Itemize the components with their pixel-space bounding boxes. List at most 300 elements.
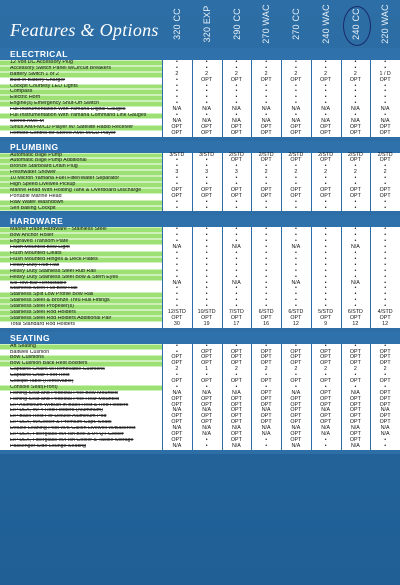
row-value: OPT <box>171 413 183 420</box>
row-value: • <box>175 267 178 274</box>
row-value: OPT <box>290 377 302 384</box>
row-value: OPT <box>260 419 272 426</box>
row-value: N/A <box>350 279 360 286</box>
row-value: • <box>294 267 297 274</box>
row-value: 2 <box>234 70 238 77</box>
row-value: OPT <box>230 430 242 437</box>
row-value: 3 <box>175 169 179 176</box>
section-rows <box>0 344 400 450</box>
row-value: • <box>324 238 327 245</box>
page-title: Features & Options <box>10 20 159 40</box>
row-value: • <box>324 436 327 443</box>
row-label: Deluxe Leaning Post W/5 Gallon Livewell W/Backrest <box>10 426 136 432</box>
row-value: N/A <box>172 425 182 432</box>
row-value: 6/STD <box>258 308 274 315</box>
row-value: • <box>384 59 387 65</box>
row-value: OPT <box>349 186 361 193</box>
row-value: • <box>265 88 268 95</box>
row-label: Stainless Steel Full Bow Rail <box>10 286 78 292</box>
row-value: OPT <box>260 314 272 321</box>
row-value: 2 <box>324 366 328 373</box>
row-value: • <box>294 163 297 170</box>
row-value: • <box>324 383 327 390</box>
row-value: • <box>354 291 357 298</box>
row-value: OPT <box>349 407 361 414</box>
row-value: OPT <box>320 348 332 355</box>
row-value: OPT <box>260 348 272 355</box>
column-header-270-cc <box>281 2 311 46</box>
row-value: • <box>235 64 238 71</box>
row-label: Cockpit Courtesy LED Lights <box>0 84 162 90</box>
row-label: Fishing Seat and Pedestal Pole Bow Mounted <box>10 390 118 396</box>
row-value: • <box>205 181 208 188</box>
row-value: 2/STD <box>377 151 393 158</box>
row-value: OPT <box>379 76 391 83</box>
row-value: • <box>205 297 208 304</box>
row-value: OPT <box>290 186 302 193</box>
row-value: OPT <box>320 413 332 420</box>
row-value: • <box>235 342 238 349</box>
row-value: • <box>235 88 238 95</box>
row-value: OPT <box>260 186 272 193</box>
row-value: OPT <box>230 401 242 408</box>
row-label: Captains Chairs w/Removable Cushions <box>10 367 105 373</box>
row-label: Engine(s) Emergency Shut-Off Switch <box>0 101 162 107</box>
row-value: • <box>354 232 357 239</box>
row-label: Ski Tow Bar Retractable <box>10 280 67 286</box>
row-value: • <box>175 261 178 268</box>
row-value: • <box>324 279 327 286</box>
row-value: OPT <box>201 123 213 130</box>
row-value: 7/STD <box>228 308 244 315</box>
row-value: • <box>175 342 178 349</box>
row-value: • <box>354 198 357 205</box>
row-value: OPT <box>230 186 242 193</box>
row-value: • <box>354 383 357 390</box>
row-value: • <box>384 442 387 449</box>
row-value: • <box>205 59 208 65</box>
row-value: N/A <box>172 117 182 124</box>
row-value: OPT <box>230 348 242 355</box>
row-value: N/A <box>231 117 241 124</box>
row-value: OPT <box>349 157 361 164</box>
row-value: • <box>324 204 327 211</box>
row-value: • <box>384 244 387 251</box>
row-value: OPT <box>290 157 302 164</box>
row-value: OPT <box>290 129 302 136</box>
row-value: OPT <box>230 123 242 130</box>
row-label: Engraved Transom Plate <box>0 239 162 245</box>
row-value: N/A <box>231 106 241 113</box>
row-label: Cockpit Table (Removable) <box>10 378 74 384</box>
column-header-label: 290 CC <box>231 8 242 40</box>
row-value: • <box>384 436 387 443</box>
row-value: 2/STD <box>258 151 274 158</box>
row-value: OPT <box>320 395 332 402</box>
row-value: • <box>175 303 178 310</box>
row-value: • <box>294 204 297 211</box>
row-value: N/A <box>202 407 212 414</box>
row-value: N/A <box>321 407 331 414</box>
row-value: 6/STD <box>347 308 363 315</box>
row-label: Total Standard Rod Holders <box>10 321 76 327</box>
row-value: • <box>354 303 357 310</box>
row-value: • <box>265 244 268 251</box>
row-value: • <box>265 279 268 286</box>
row-value: 30 <box>173 320 180 327</box>
row-value: N/A <box>172 106 182 113</box>
row-value: 2/STD <box>228 151 244 158</box>
row-label: Sirius AM/FM/CD Player W/ Satellite Radio Receiver <box>0 125 162 131</box>
column-header-320-cc <box>162 2 192 46</box>
row-value: 2 <box>234 366 238 373</box>
row-value: • <box>205 244 208 251</box>
row-value: OPT <box>230 360 242 367</box>
row-value: 9 <box>324 320 328 327</box>
row-value: • <box>175 226 178 233</box>
row-value: N/A <box>261 425 271 432</box>
row-value: OPT <box>379 360 391 367</box>
row-value: 12 <box>292 320 299 327</box>
row-value: • <box>175 59 178 65</box>
row-value: OPT <box>171 430 183 437</box>
row-value: OPT <box>230 76 242 83</box>
row-value: OPT <box>260 389 272 396</box>
row-label: Stainless Steel & Bronze Thru Hull Fittings <box>0 298 162 304</box>
row-value: • <box>265 204 268 211</box>
row-value: • <box>205 100 208 107</box>
row-value: • <box>384 82 387 89</box>
row-value: OPT <box>290 76 302 83</box>
row-value: 2 <box>264 366 268 373</box>
row-value: OPT <box>260 401 272 408</box>
row-value: • <box>294 64 297 71</box>
row-value: • <box>294 226 297 233</box>
row-value: OPT <box>260 192 272 199</box>
row-value: OPT <box>260 360 272 367</box>
row-value: OPT <box>349 413 361 420</box>
row-value: • <box>294 297 297 304</box>
row-value: OPT <box>349 401 361 408</box>
row-label: Self Bailing Cockpit <box>0 206 162 212</box>
row-value: • <box>324 112 327 119</box>
row-value: • <box>294 100 297 107</box>
row-value: OPT <box>290 314 302 321</box>
row-value: OPT <box>171 419 183 426</box>
row-value: OPT <box>349 377 361 384</box>
row-value: • <box>205 303 208 310</box>
section-seating <box>0 332 400 454</box>
row-value: • <box>324 94 327 101</box>
row-value: N/A <box>231 425 241 432</box>
row-value: • <box>384 181 387 188</box>
row-label: 12 Volt DC Accessory Plug <box>0 60 162 66</box>
row-value: N/A <box>350 106 360 113</box>
row-value: OPT <box>290 395 302 402</box>
row-value: • <box>265 436 268 443</box>
row-value: • <box>354 297 357 304</box>
row-value: N/A <box>291 244 301 251</box>
row-value: • <box>324 226 327 233</box>
row-value: • <box>235 226 238 233</box>
row-value: • <box>235 250 238 257</box>
column-header-240-cc <box>341 2 371 46</box>
row-value: OPT <box>201 192 213 199</box>
row-value: • <box>265 112 268 119</box>
row-value: • <box>235 383 238 390</box>
row-value: • <box>265 303 268 310</box>
section-hardware <box>0 215 400 331</box>
row-value: • <box>235 175 238 182</box>
section-title: PLUMBING <box>0 141 400 153</box>
row-value: 2/STD <box>288 151 304 158</box>
row-value: • <box>175 297 178 304</box>
row-value: OPT <box>320 314 332 321</box>
row-value: • <box>205 157 208 164</box>
row-value: OPT <box>201 360 213 367</box>
row-value: • <box>384 64 387 71</box>
row-value: 2 <box>205 70 209 77</box>
row-value: 5/STD <box>318 308 334 315</box>
section-rows <box>0 227 400 327</box>
row-value: 12 <box>382 320 389 327</box>
column-header-label: 220 WAC <box>380 4 391 44</box>
row-value: OPT <box>320 419 332 426</box>
column-header-label: 320 EXP <box>201 5 212 43</box>
row-value: • <box>265 372 268 379</box>
row-label: Flush Mounted Hinges & Deck Plates <box>0 257 162 263</box>
row-value: • <box>205 285 208 292</box>
row-value: • <box>205 88 208 95</box>
row-value: N/A <box>350 389 360 396</box>
section-title: ELECTRICAL <box>0 48 400 60</box>
row-value: • <box>175 255 178 262</box>
row-value: • <box>265 255 268 262</box>
section-rows <box>0 153 400 212</box>
row-value: • <box>294 372 297 379</box>
row-value: • <box>175 372 178 379</box>
column-headers <box>160 0 400 48</box>
row-value: • <box>354 64 357 71</box>
row-value: 12/STD <box>167 308 186 315</box>
row-value: • <box>265 297 268 304</box>
row-value: OPT <box>290 413 302 420</box>
row-value: OPT <box>290 354 302 361</box>
row-value: OPT <box>260 129 272 136</box>
row-value: • <box>175 348 178 355</box>
row-value: OPT <box>349 314 361 321</box>
row-value: • <box>354 267 357 274</box>
row-value: • <box>354 181 357 188</box>
row-value: N/A <box>380 407 390 414</box>
row-label: Stereo AM/FM <box>10 118 44 124</box>
row-value: 6/STD <box>288 308 304 315</box>
row-value: 2 <box>294 70 298 77</box>
row-value: N/A <box>291 117 301 124</box>
row-value: N/A <box>291 442 301 449</box>
row-value: N/A <box>380 430 390 437</box>
row-value: • <box>354 250 357 257</box>
row-value: • <box>384 279 387 286</box>
row-value: N/A <box>380 425 390 432</box>
row-value: N/A <box>291 389 301 396</box>
row-label: Console Seat(Front) <box>0 385 162 391</box>
row-value: • <box>294 175 297 182</box>
row-value: • <box>175 88 178 95</box>
row-value: • <box>354 261 357 268</box>
row-value: • <box>294 82 297 89</box>
row-value: OPT <box>349 436 361 443</box>
row-label: Marine Grade Hardware - Stainless Steel <box>0 227 162 233</box>
row-value: • <box>235 238 238 245</box>
table-row <box>0 131 400 137</box>
row-value: • <box>384 250 387 257</box>
row-value: • <box>354 163 357 170</box>
row-value: • <box>205 279 208 286</box>
row-value: 2 <box>383 366 387 373</box>
row-value: OPT <box>320 157 332 164</box>
row-value: 2 <box>324 169 328 176</box>
row-label: Passenger Side Lounge Seating <box>10 443 86 449</box>
row-label: Flush Mounted Cleats <box>0 251 162 257</box>
row-value: OPT <box>201 377 213 384</box>
row-label: Flush Mounted Bow Light <box>10 245 70 251</box>
row-label: Freshwater Shower <box>0 170 162 176</box>
row-label: Battery Switch 1 or 2 <box>0 72 162 78</box>
row-value: OPT <box>379 186 391 193</box>
row-value: • <box>175 232 178 239</box>
section-plumbing <box>0 141 400 216</box>
row-value: • <box>175 238 178 245</box>
row-value: • <box>354 94 357 101</box>
row-value: 17 <box>233 320 240 327</box>
row-value: • <box>354 226 357 233</box>
row-value: OPT <box>349 192 361 199</box>
row-value: • <box>324 372 327 379</box>
row-label: Heavy Duty Stainless Steel Rub Rail <box>0 269 162 275</box>
row-value: OPT <box>320 76 332 83</box>
row-value: 2/STD <box>347 151 363 158</box>
row-value: • <box>324 285 327 292</box>
row-value: • <box>175 163 178 170</box>
row-value: N/A <box>261 430 271 437</box>
row-label: L/P DLX, W/Cooler & Premium Capt. Seats <box>10 420 112 426</box>
row-value: • <box>324 273 327 280</box>
row-label: Full Instrumentation With Yamaha Digital Gauges <box>10 107 126 113</box>
row-value: • <box>265 442 268 449</box>
row-value: OPT <box>349 348 361 355</box>
row-value: • <box>384 372 387 379</box>
row-value: 2 <box>294 169 298 176</box>
row-value: • <box>324 82 327 89</box>
row-label: Automatic Bilge Pump <box>0 153 162 159</box>
row-value: • <box>324 244 327 251</box>
row-value: OPT <box>230 407 242 414</box>
row-value: OPT <box>260 157 272 164</box>
row-value: • <box>175 250 178 257</box>
row-value: 1 <box>205 366 209 373</box>
row-value: N/A <box>261 407 271 414</box>
row-label: Automatic Bilge Pump Additional <box>0 158 162 164</box>
row-value: OPT <box>379 419 391 426</box>
row-value: • <box>324 232 327 239</box>
row-value: 1 / D <box>379 70 391 77</box>
row-value: OPT <box>230 413 242 420</box>
row-label: Baitwell Cushion <box>10 349 50 355</box>
row-value: OPT <box>260 354 272 361</box>
column-header-label: 320 CC <box>172 8 182 40</box>
row-label: L/P DLX, Fiberglass W/Fish Cooler & Tackle Storage <box>10 437 134 443</box>
row-value: 3/STD <box>199 151 215 158</box>
row-value: • <box>324 442 327 449</box>
row-value: OPT <box>379 123 391 130</box>
row-value: • <box>265 59 268 65</box>
row-value: • <box>324 181 327 188</box>
row-value: N/A <box>172 279 182 286</box>
row-value: • <box>235 59 238 65</box>
row-value: 12 <box>352 320 359 327</box>
row-value: N/A <box>231 279 241 286</box>
row-value: • <box>354 273 357 280</box>
row-value: • <box>354 100 357 107</box>
row-value: OPT <box>230 192 242 199</box>
row-value: 16 <box>263 320 270 327</box>
table-row <box>0 206 400 212</box>
row-value: • <box>384 163 387 170</box>
column-header-220-wac <box>370 2 400 46</box>
row-value: • <box>205 82 208 89</box>
column-header-290-cc <box>222 2 252 46</box>
section-title: HARDWARE <box>0 215 400 227</box>
options-table <box>0 48 400 585</box>
section-title: SEATING <box>0 332 400 344</box>
row-value: 2 <box>353 169 357 176</box>
row-value: OPT <box>201 314 213 321</box>
row-value: OPT <box>201 395 213 402</box>
row-value: • <box>205 238 208 245</box>
row-value: OPT <box>171 129 183 136</box>
row-value: OPT <box>230 419 242 426</box>
row-value: • <box>384 198 387 205</box>
row-value: • <box>205 255 208 262</box>
row-value: • <box>294 232 297 239</box>
row-value: • <box>265 100 268 107</box>
row-value: • <box>324 88 327 95</box>
row-value: OPT <box>320 360 332 367</box>
row-value: • <box>235 112 238 119</box>
row-value: OPT <box>290 436 302 443</box>
row-value: • <box>384 204 387 211</box>
row-value: • <box>175 198 178 205</box>
row-value: OPT <box>171 436 183 443</box>
row-value: • <box>294 342 297 349</box>
row-value: OPT <box>379 129 391 136</box>
row-label: Stainless Steel Rod Holders <box>0 310 162 316</box>
row-value: OPT <box>201 401 213 408</box>
row-value: • <box>205 383 208 390</box>
row-value: OPT <box>171 377 183 384</box>
row-value: • <box>175 181 178 188</box>
row-value: • <box>235 82 238 89</box>
row-value: • <box>384 291 387 298</box>
row-value: • <box>324 255 327 262</box>
row-value: OPT <box>320 123 332 130</box>
row-value: • <box>265 82 268 89</box>
row-value: • <box>324 297 327 304</box>
row-value: N/A <box>172 442 182 449</box>
row-value: OPT <box>349 395 361 402</box>
row-value: • <box>235 198 238 205</box>
